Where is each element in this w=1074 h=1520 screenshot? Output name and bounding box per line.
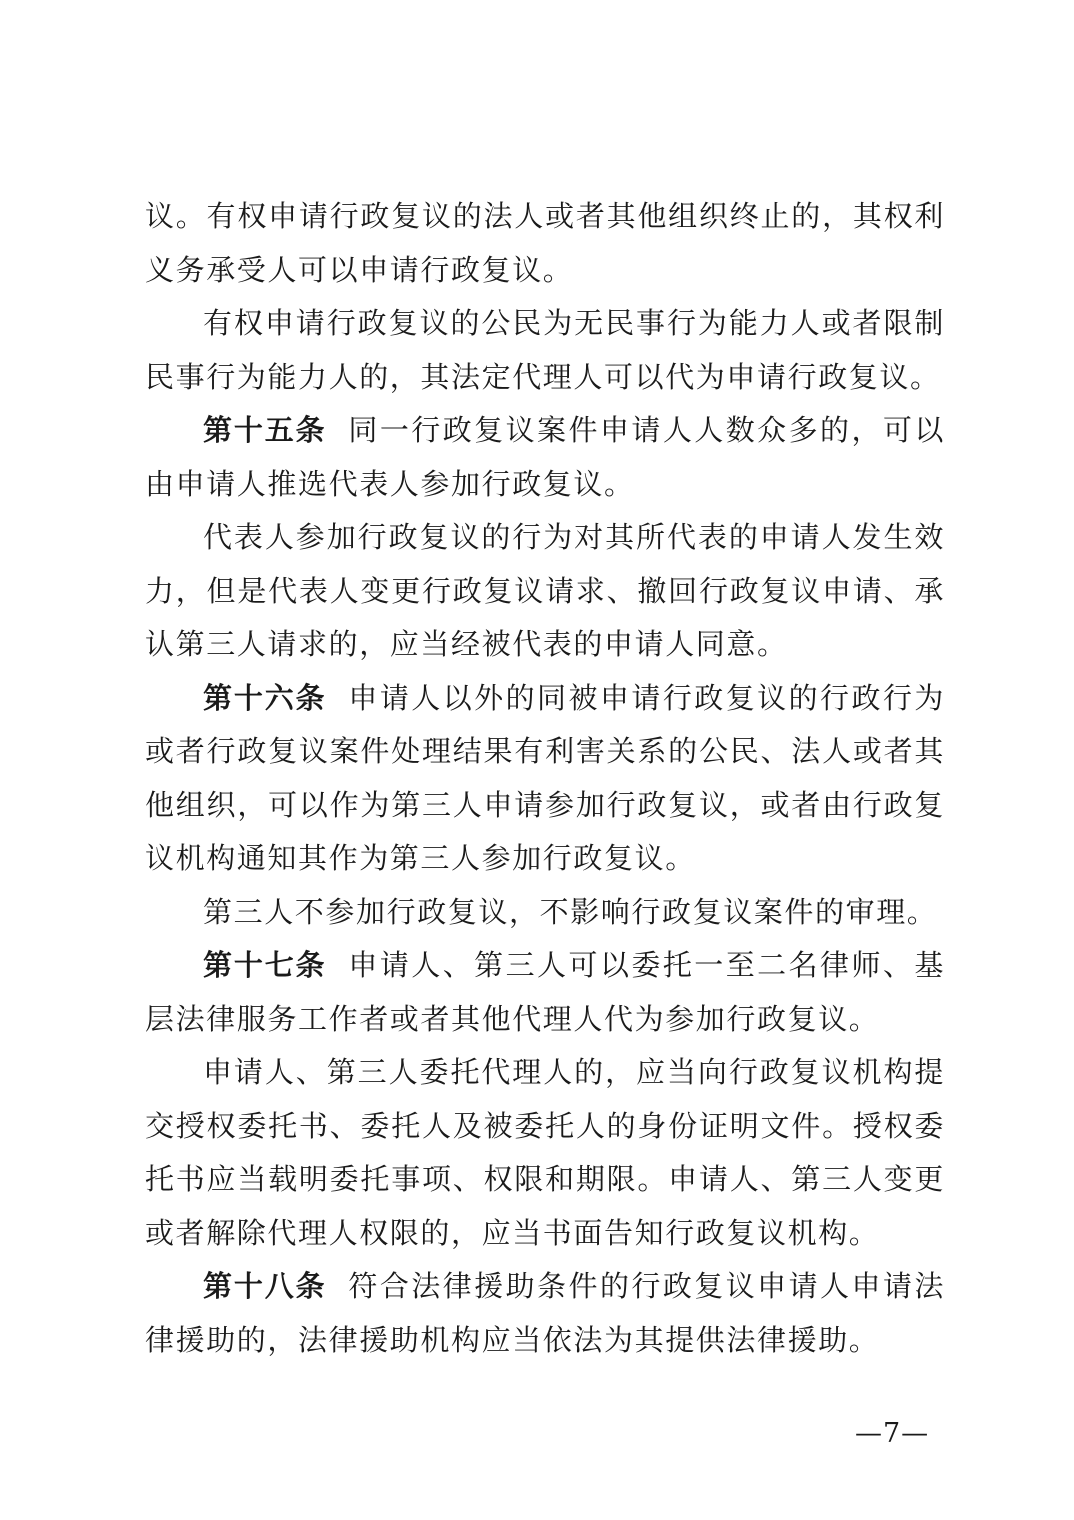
paragraph <box>145 297 945 404</box>
article-paragraph <box>145 939 945 1046</box>
paragraph-text: 第三人不参加行政复议，不影响行政复议案件的审理。 <box>203 894 938 929</box>
article-number: 第十六条 <box>203 680 327 715</box>
article-number: 第十七条 <box>203 948 327 982</box>
paragraph-text: 有权申请行政复议的公民为无民事行为能力人或者限制民事行为能力人的，其法定代理人可以代为申请行政复议。 <box>145 306 945 394</box>
article-paragraph <box>145 1260 945 1367</box>
paragraph-text: 申请人、第三人委托代理人的，应当向行政复议机构提交授权委托书、委托人及被委托人的身份证明文件。授权委托书应当载明委托事项、权限和期限。申请人、第三人变更或者解除代理人权限的，应当书面告知行政复议机构。 <box>145 1055 945 1250</box>
paragraph <box>145 886 945 940</box>
article-paragraph <box>145 404 945 511</box>
article-number: 第十八条 <box>203 1269 327 1303</box>
paragraph <box>145 1046 945 1260</box>
paragraph-text: 代表人参加行政复议的行为对其所代表的申请人发生效力，但是代表人变更行政复议请求、撤回行政复议申请、承认第三人请求的，应当经被代表的申请人同意。 <box>145 520 945 661</box>
paragraph <box>145 511 945 672</box>
article-number: 第十五条 <box>203 413 327 447</box>
paragraph-text: 同一行政复议案件申请人人数众多的，可以由申请人推选代表人参加行政复议。 <box>145 413 945 501</box>
paragraph-text: 申请人以外的同被申请行政复议的行政行为或者行政复议案件处理结果有利害关系的公民、法人或者其他组织，可以作为第三人申请参加行政复议，或者由行政复议机构通知其作为第三人参加行政复议。 <box>145 680 945 875</box>
paragraph-text: 符合法律援助条件的行政复议申请人申请法律援助的，法律援助机构应当依法为其提供法律援助。 <box>145 1269 945 1357</box>
page-number: —7— <box>855 1418 930 1449</box>
article-paragraph <box>145 672 945 886</box>
document-body <box>145 190 945 1367</box>
paragraph-text: 议。有权申请行政复议的法人或者其他组织终止的，其权利义务承受人可以申请行政复议。 <box>145 199 945 287</box>
paragraph-text: 申请人、第三人可以委托一至二名律师、基层法律服务工作者或者其他代理人代为参加行政复议。 <box>145 948 945 1036</box>
paragraph <box>145 190 945 297</box>
